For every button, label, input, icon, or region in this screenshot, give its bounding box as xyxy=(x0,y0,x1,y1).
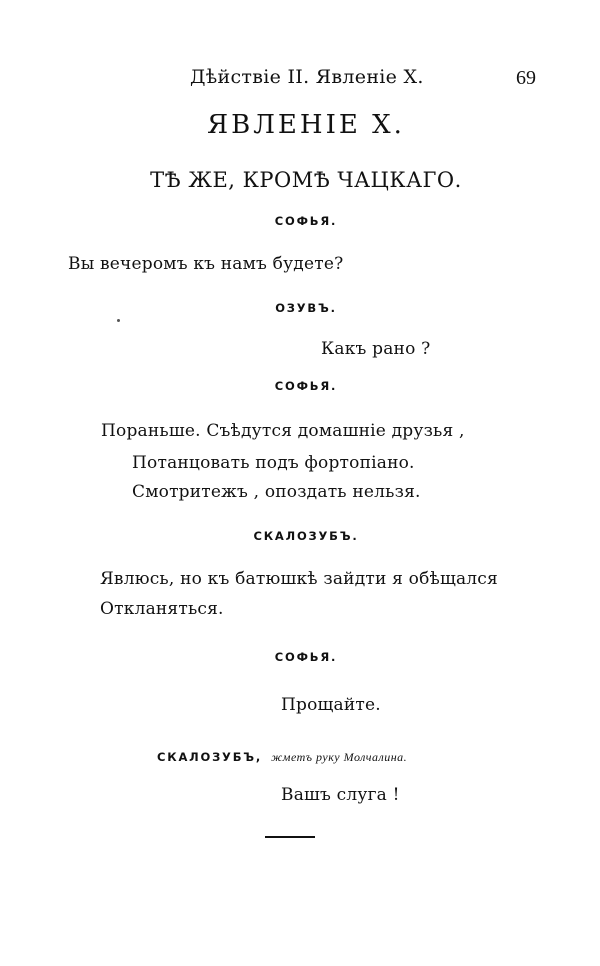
page-number: 69 xyxy=(516,67,536,89)
speaker-with-direction xyxy=(157,748,407,764)
dialogue-line: Вы вечеромъ къ намъ будете? xyxy=(68,254,344,274)
dialogue-line: Прощайте. xyxy=(281,695,381,715)
running-head: Дѣйствіе II. Явленіе X. xyxy=(190,66,424,88)
dialogue-line: Вашъ слуга ! xyxy=(281,785,400,805)
dialogue-line: Пораньше. Съѣдутся домашніе друзья , xyxy=(101,421,465,441)
dialogue-line: Откланяться. xyxy=(100,599,224,619)
speaker-name: СКАЛОЗУБЪ, xyxy=(157,750,263,764)
dialogue-line: Какъ рано ? xyxy=(321,339,431,359)
stage-direction: жметъ руку Молчалина. xyxy=(271,750,408,764)
speaker-name: СОФЬЯ. xyxy=(274,379,338,393)
scene-title: ЯВЛЕНІЕ X. xyxy=(207,110,405,140)
speaker-name: СОФЬЯ. xyxy=(274,650,338,664)
speaker-name: СКАЛОЗУБЪ. xyxy=(253,529,359,543)
speaker-name: СОФЬЯ. xyxy=(274,214,338,228)
dialogue-line: Смотритежъ , опоздать нельзя. xyxy=(132,482,421,502)
dialogue-line: Явлюсь, но къ батюшкѣ зайдти я обѣщался xyxy=(100,569,498,589)
end-rule-divider xyxy=(265,836,315,838)
dialogue-line: Потанцовать подъ фортопіано. xyxy=(132,453,415,473)
speaker-name: ОЗУВЪ. xyxy=(275,301,337,315)
ink-speck xyxy=(117,319,120,322)
scene-subtitle: ТѢ ЖЕ, КРОМѢ ЧАЦКАГО. xyxy=(150,168,462,192)
